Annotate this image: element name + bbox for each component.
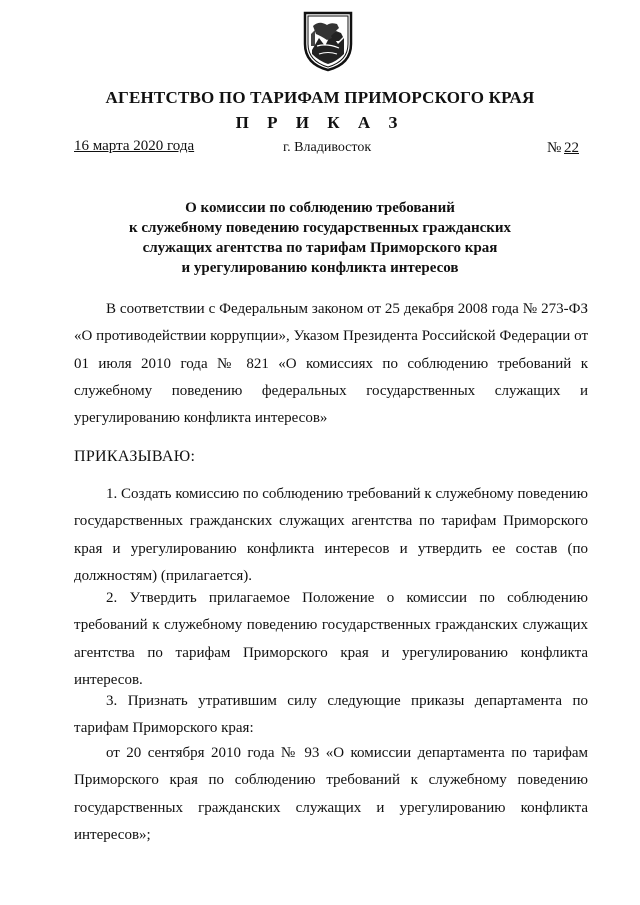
document-number-label: № (547, 140, 562, 156)
title-line: О комиссии по соблюдению требований (185, 200, 455, 216)
order-word: ПРИКАЗЫВАЮ: (74, 448, 196, 465)
document-type: П Р И К А З (235, 113, 405, 132)
agency-name: АГЕНТСТВО ПО ТАРИФАМ ПРИМОРСКОГО КРАЯ (105, 88, 535, 107)
order-item-1: 1. Создать комиссию по соблюдению требований к служебному поведению государственных гражданских служащих агентства по тарифам Приморского края и урегулированию конфликта интересов и утвердить ее состав (по должностям) (прилагается). (74, 486, 588, 584)
title-line: служащих агентства по тарифам Приморского края (142, 240, 498, 256)
primorsky-krai-coat-of-arms-icon (301, 10, 355, 72)
document-number: 22 (564, 140, 579, 156)
preamble-paragraph: В соответствии с Федеральным законом от 25 декабря 2008 года № 273-ФЗ «О противодействии коррупции», Указом Президента Российской Федерации от 01 июля 2010 года № 821 «О комиссиях по соблюдению требований к служебному поведению федеральных государственных служащих и урегулированию конфликта интересов» (74, 301, 588, 427)
title-line: и урегулированию конфликта интересов (181, 260, 459, 276)
document-title (0, 198, 640, 278)
document-city: г. Владивосток (283, 140, 372, 155)
order-item-3-subitem: от 20 сентября 2010 года № 93 «О комиссии департамента по тарифам Приморского края по соблюдению требований к служебному поведению государственных гражданских служащих и урегулированию конфликта интересов»; (74, 745, 588, 843)
title-line: к служебному поведению государственных гражданских (128, 220, 512, 236)
document-date: 16 марта 2020 года (74, 138, 195, 154)
order-item-2: 2. Утвердить прилагаемое Положение о комиссии по соблюдению требований к служебному поведению государственных гражданских служащих агентства по тарифам Приморского края и урегулированию конфликта интересов. (74, 590, 588, 688)
order-item-3: 3. Признать утратившим силу следующие приказы департамента по тарифам Приморского края: (74, 693, 588, 737)
